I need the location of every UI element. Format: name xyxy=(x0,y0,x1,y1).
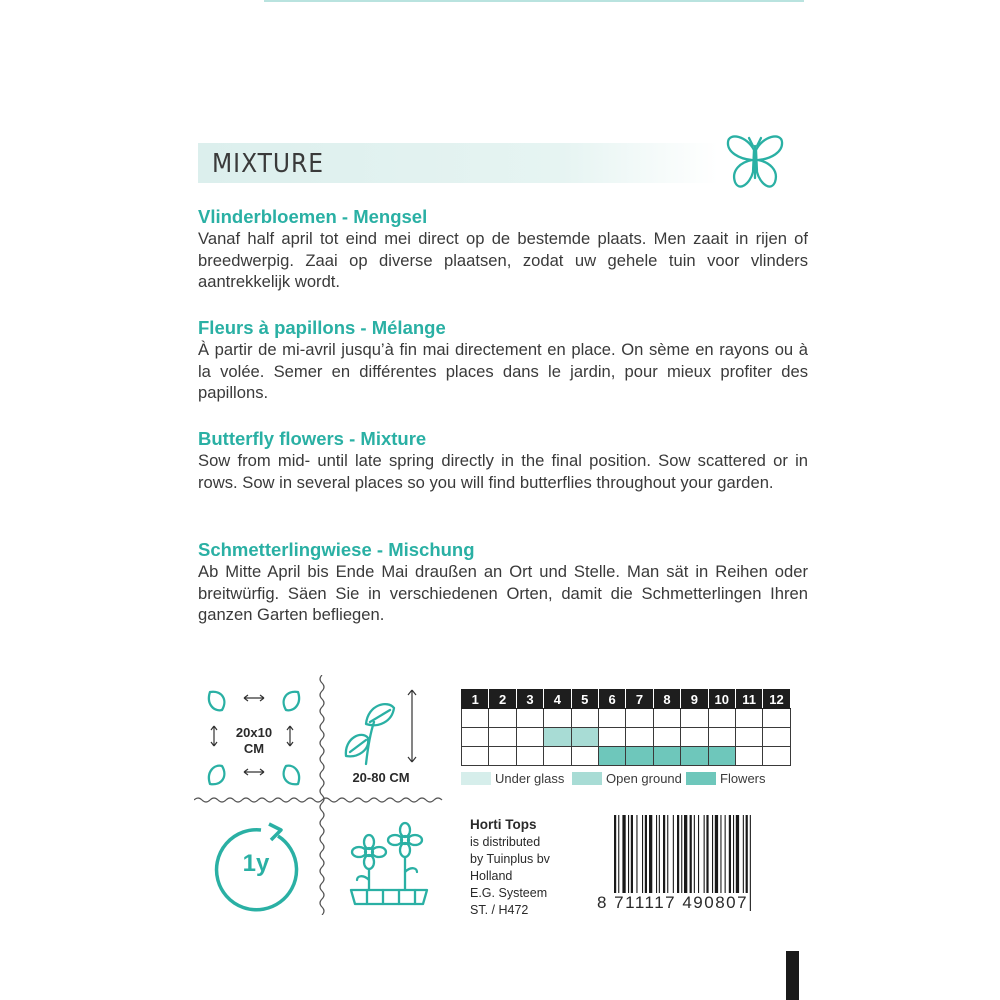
calendar-cell xyxy=(462,728,489,747)
calendar-month-header: 1 xyxy=(462,690,489,709)
legend-flowers xyxy=(686,771,766,786)
calendar-cell xyxy=(681,709,708,728)
legend-label: Open ground xyxy=(606,771,682,786)
legend-swatch xyxy=(572,772,602,785)
calendar-month-header: 5 xyxy=(571,690,598,709)
calendar-cell xyxy=(571,747,598,766)
calendar-cell xyxy=(598,728,625,747)
calendar-cell xyxy=(626,747,653,766)
calendar-month-header: 8 xyxy=(653,690,680,709)
calendar-row-open-ground xyxy=(462,728,791,747)
calendar-month-header: 11 xyxy=(735,690,762,709)
section-body: Sow from mid- until late spring directly in the final position. Sow scattered or in rows. Sow in several places so you will find butterflies throughout your garden. xyxy=(198,451,808,492)
calendar-cell xyxy=(598,709,625,728)
sowing-calendar xyxy=(461,689,791,766)
calendar-cell xyxy=(681,747,708,766)
calendar-cell xyxy=(735,709,762,728)
legend-under-glass xyxy=(461,771,564,786)
plant-height-icon xyxy=(340,686,430,772)
legend-swatch xyxy=(461,772,491,785)
barcode-digits: 8 711117 490807 xyxy=(597,893,749,912)
mixture-banner xyxy=(198,143,718,183)
section-body: Vanaf half april tot eind mei direct op de bestemde plaats. Men zaait in rijen of breedwerpig. Zaai op diverse plaatsen, zodat uw gehele tuin voor vlinders aantrekkelijk wordt. xyxy=(198,229,808,291)
section-body: À partir de mi-avril jusqu’à fin mai directement en place. On sème en rayons ou à la volée. Semer en différentes places dans le jardin, pour mieux profiter des papillons. xyxy=(198,340,808,402)
calendar-cell xyxy=(544,747,571,766)
calendar-cell xyxy=(708,709,735,728)
calendar-cell xyxy=(489,728,516,747)
legend-swatch xyxy=(686,772,716,785)
lifecycle-label: 1y xyxy=(242,850,270,877)
calendar-cell xyxy=(516,747,543,766)
top-rule xyxy=(264,0,804,2)
calendar-cell xyxy=(735,728,762,747)
calendar-month-header: 2 xyxy=(489,690,516,709)
section-dutch xyxy=(198,205,808,293)
calendar-cell xyxy=(516,709,543,728)
calendar-cell xyxy=(489,747,516,766)
distributor-line: is distributed xyxy=(470,835,541,849)
mixture-label: MIXTURE xyxy=(212,149,325,179)
section-english xyxy=(198,427,808,493)
distributor-name: Horti Tops xyxy=(470,817,537,832)
legend-label: Under glass xyxy=(495,771,565,786)
calendar-cell xyxy=(571,728,598,747)
calendar-cell xyxy=(462,709,489,728)
calendar-cell xyxy=(653,709,680,728)
legend-label: Flowers xyxy=(720,771,766,786)
section-german xyxy=(198,538,808,626)
section-french xyxy=(198,316,808,404)
calendar-row-flowers xyxy=(462,747,791,766)
legend-open-ground xyxy=(572,771,682,786)
barcode-bar xyxy=(750,815,751,911)
calendar-cell xyxy=(763,709,790,728)
calendar-cell xyxy=(516,728,543,747)
spacing-label xyxy=(226,725,282,757)
calendar-cell xyxy=(462,747,489,766)
calendar-cell xyxy=(763,747,790,766)
wave-divider-vertical xyxy=(318,675,326,915)
calendar-cell xyxy=(653,747,680,766)
distributor-line: Holland xyxy=(470,869,513,883)
section-title: Vlinderbloemen - Mengsel xyxy=(198,206,428,227)
calendar-month-header: 9 xyxy=(681,690,708,709)
calendar-month-header: 10 xyxy=(708,690,735,709)
calendar-month-header: 3 xyxy=(516,690,543,709)
calendar-cell xyxy=(598,747,625,766)
calendar-cell xyxy=(626,709,653,728)
spacing-value: 20x10 xyxy=(235,725,273,740)
calendar-cell xyxy=(735,747,762,766)
calendar-month-header: 6 xyxy=(598,690,625,709)
calendar-cell xyxy=(653,728,680,747)
distributor-line: by Tuinplus bv xyxy=(470,852,550,866)
calendar-cell xyxy=(489,709,516,728)
height-label: 20-80 CM xyxy=(352,770,410,785)
butterfly-icon xyxy=(723,132,785,192)
distributor-line: ST. / H472 xyxy=(470,903,529,917)
calendar-cell xyxy=(626,728,653,747)
distributor-line: E.G. Systeem xyxy=(470,886,548,900)
calendar-month-header: 12 xyxy=(763,690,790,709)
distributor-info xyxy=(470,816,550,919)
calendar-cell xyxy=(544,709,571,728)
calendar-cell xyxy=(708,747,735,766)
spacing-unit: CM xyxy=(243,741,265,756)
section-title: Butterfly flowers - Mixture xyxy=(198,428,427,449)
calendar-row-under-glass xyxy=(462,709,791,728)
calendar-header-row xyxy=(462,690,791,709)
calendar-cell xyxy=(571,709,598,728)
calendar-cell xyxy=(681,728,708,747)
calendar-month-header: 7 xyxy=(626,690,653,709)
calendar-month-header: 4 xyxy=(544,690,571,709)
black-marker-bar xyxy=(786,951,799,1000)
calendar-cell xyxy=(763,728,790,747)
flower-tray-icon xyxy=(345,820,435,912)
calendar-cell xyxy=(544,728,571,747)
section-title: Fleurs à papillons - Mélange xyxy=(198,317,446,338)
section-title: Schmetterlingwiese - Mischung xyxy=(198,539,475,560)
section-body: Ab Mitte April bis Ende Mai draußen an Ort und Stelle. Man sät in Reihen oder breitwürfig. Säen Sie in verschiedenen Orten, damit die Schmetterlingen Ihren ganzen Garten befliegen. xyxy=(198,562,808,624)
calendar-cell xyxy=(708,728,735,747)
